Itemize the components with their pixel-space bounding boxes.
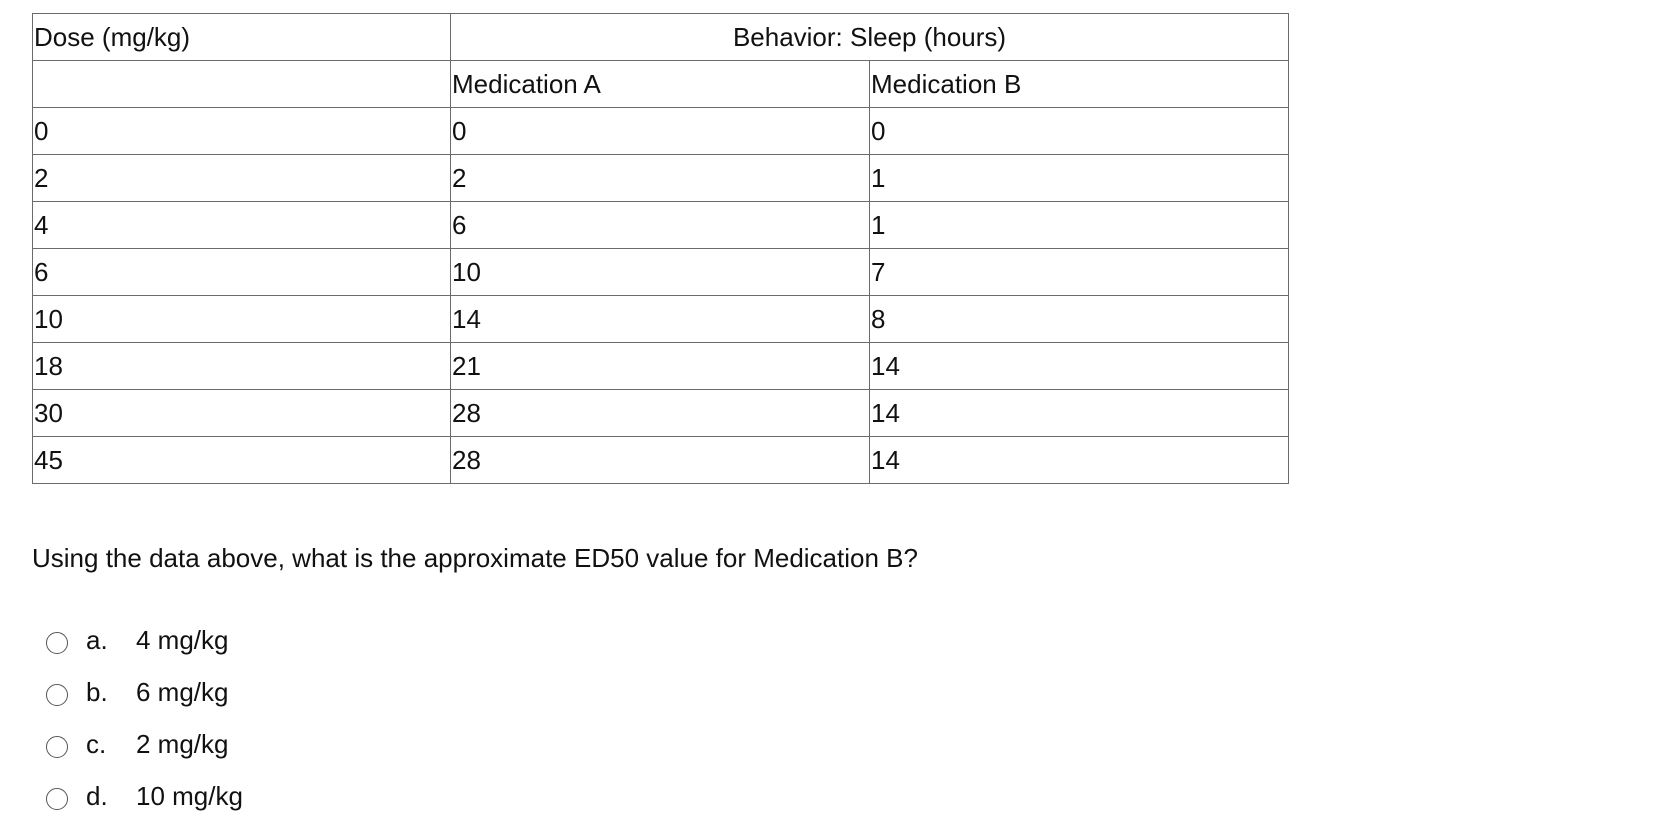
option-d[interactable] bbox=[46, 770, 243, 822]
option-letter: c. bbox=[86, 728, 107, 759]
table-header-row bbox=[33, 14, 1289, 61]
medication-b-cell: 14 bbox=[870, 343, 1289, 390]
table-row bbox=[33, 296, 1289, 343]
dose-response-table bbox=[32, 13, 1289, 484]
table-row bbox=[33, 437, 1289, 484]
data-table-container bbox=[32, 13, 1289, 484]
dose-cell: 2 bbox=[33, 155, 451, 202]
answer-options bbox=[46, 614, 243, 822]
medication-b-cell: 14 bbox=[870, 437, 1289, 484]
dose-cell: 18 bbox=[33, 343, 451, 390]
medication-b-cell: 14 bbox=[870, 390, 1289, 437]
medication-a-cell: 21 bbox=[451, 343, 870, 390]
table-row bbox=[33, 343, 1289, 390]
radio-button-c[interactable] bbox=[46, 736, 68, 758]
option-b[interactable] bbox=[46, 666, 243, 718]
medication-a-cell: 28 bbox=[451, 390, 870, 437]
option-label[interactable]: 6 mg/kg bbox=[136, 676, 229, 707]
medication-a-cell: 10 bbox=[451, 249, 870, 296]
medication-a-cell: 6 bbox=[451, 202, 870, 249]
radio-button-a[interactable] bbox=[46, 632, 68, 654]
subheader-blank-cell bbox=[33, 61, 451, 108]
medication-b-cell: 1 bbox=[870, 155, 1289, 202]
dose-cell: 10 bbox=[33, 296, 451, 343]
table-row bbox=[33, 390, 1289, 437]
option-label[interactable]: 4 mg/kg bbox=[136, 624, 229, 655]
option-label[interactable]: 2 mg/kg bbox=[136, 728, 229, 759]
behavior-column-header: Behavior: Sleep (hours) bbox=[451, 14, 1289, 61]
option-label[interactable]: 10 mg/kg bbox=[136, 780, 243, 811]
table-row bbox=[33, 155, 1289, 202]
dose-cell: 6 bbox=[33, 249, 451, 296]
medication-b-cell: 8 bbox=[870, 296, 1289, 343]
radio-button-b[interactable] bbox=[46, 684, 68, 706]
dose-cell: 30 bbox=[33, 390, 451, 437]
dose-cell: 0 bbox=[33, 108, 451, 155]
medication-a-cell: 0 bbox=[451, 108, 870, 155]
table-row bbox=[33, 249, 1289, 296]
option-a[interactable] bbox=[46, 614, 243, 666]
table-subheader-row bbox=[33, 61, 1289, 108]
medication-a-header: Medication A bbox=[451, 61, 870, 108]
medication-a-cell: 2 bbox=[451, 155, 870, 202]
option-c[interactable] bbox=[46, 718, 243, 770]
table-row bbox=[33, 108, 1289, 155]
table-row bbox=[33, 202, 1289, 249]
dose-column-header: Dose (mg/kg) bbox=[33, 14, 451, 61]
medication-b-header: Medication B bbox=[870, 61, 1289, 108]
dose-cell: 4 bbox=[33, 202, 451, 249]
radio-button-d[interactable] bbox=[46, 788, 68, 810]
medication-a-cell: 28 bbox=[451, 437, 870, 484]
medication-b-cell: 7 bbox=[870, 249, 1289, 296]
option-letter: d. bbox=[86, 780, 108, 811]
dose-cell: 45 bbox=[33, 437, 451, 484]
question-text: Using the data above, what is the approximate ED50 value for Medication B? bbox=[32, 543, 918, 573]
option-letter: a. bbox=[86, 624, 108, 655]
medication-a-cell: 14 bbox=[451, 296, 870, 343]
medication-b-cell: 0 bbox=[870, 108, 1289, 155]
medication-b-cell: 1 bbox=[870, 202, 1289, 249]
option-letter: b. bbox=[86, 676, 108, 707]
